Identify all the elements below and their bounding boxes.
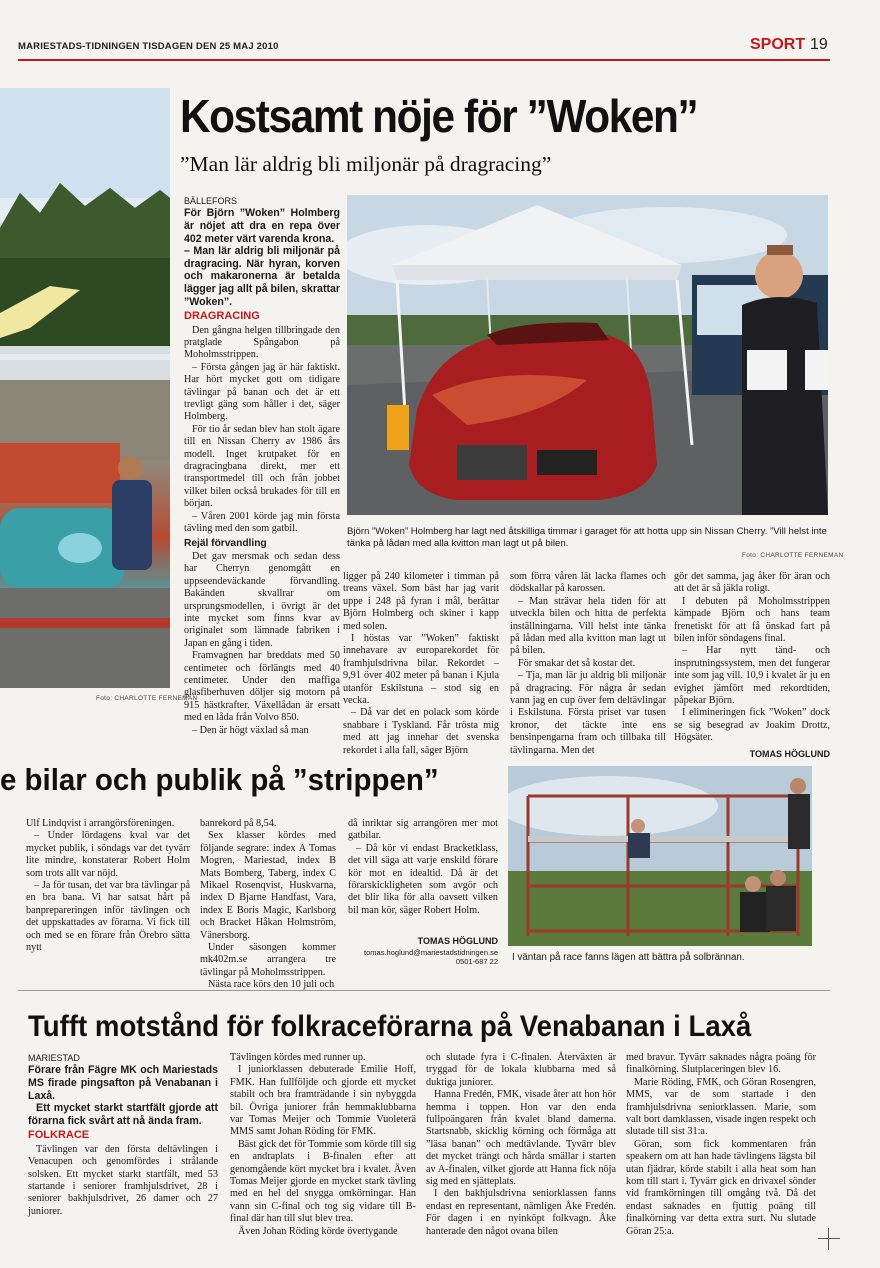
article2-paragraph: – Då kör vi endast Bracketklass, det vill säga att varje enskild förare kör mot en idealtid. Då är det förarskickligheten som avgör och det blir lika för alla oavsett vilken bil man kör, säger Robert Holm. <box>348 842 498 916</box>
article2-photo-caption: I väntan på race fanns lägen att bättra på solbrännan. <box>512 952 745 963</box>
article2-paragraph: banrekord på 8,54. <box>200 818 277 829</box>
article2-email: tomas.hoglund@mariestadstidningen.se <box>364 947 498 957</box>
article1-photo-caption: Björn ”Woken” Holmberg har lagt ned åtskilliga timmar i garaget för att hotta upp sin Nissan Cherry. ”Vill helst inte tänka på lådan med alla kvitton man lagt ut på bilen. <box>347 526 827 549</box>
article3-paragraph: Även Johan Röding körde övertygande <box>238 1225 398 1237</box>
article1-paragraph: ligger på 240 kilometer i timman på treans växel. Som bäst har jag varit uppe i 248 på fyran i mål, berättar Björn Holmberg och skiner i kapp med solen. <box>343 571 499 632</box>
article3-col1 <box>28 1052 218 1218</box>
article3-paragraph: Bäst gick det för Tommie som körde till sig en andraplats i B-finalen efter att genomgående kört mycket bra i kvalet. Även Tomas Meijer gjorde en mycket stark tävling med en hel del snygga omkörningar. Han vann sin C-final och tog sig vidare till B-final där han till slut blev trea. <box>230 1138 416 1225</box>
article3-paragraph: Marie Röding, FMK, och Göran Rosengren, MMS, var de som startade i den framhjulsdrivna seniorklassen. Marie, som valt bort damklassen, visade ingen respekt och slutade till sist 31:a. <box>626 1076 816 1138</box>
article3-paragraph: Tävlingen kördes med runner up. <box>230 1052 366 1063</box>
article2-paragraph: Under säsongen kommer mk402m.se arrangera tre tävlingar på Moholmsstrippen. <box>200 942 336 978</box>
article1-paragraph: – Man strävar hela tiden för att utveckla bilen och hitta de perfekta inställningarna. Vill helst inte tänka på lådan med alla kvitton man lagt ut på bilen. <box>510 595 666 657</box>
article2-col2 <box>200 818 336 992</box>
left-photo-scene <box>0 88 170 688</box>
article1-headline: Kostsamt nöje för ”Woken” <box>180 90 698 142</box>
article2-col1 <box>26 818 190 954</box>
article2-byline: TOMAS HÖGLUND <box>417 936 498 947</box>
article1-kicker: DRAGRACING <box>184 310 260 323</box>
article3-dateline: MARIESTAD <box>28 1053 80 1063</box>
article1-lead: För Björn ”Woken” Holmberg är nöjet att dra en repa över 402 meter värt varenda krona. <box>184 207 340 245</box>
article1-photo-credit: Foto: CHARLOTTE FERNEMAN <box>742 552 844 559</box>
article3-headline: Tufft motstånd för folkraceförarna på Venabanan i Laxå <box>28 1010 752 1043</box>
article2-col3 <box>348 818 498 966</box>
article2-paragraph: – Under lördagens kval var det mycket publik, i söndags var det tyvärr lite mindre, konstaterar Robert Holm som trots allt var nöjd. <box>26 830 190 879</box>
header-rule <box>18 59 830 61</box>
article2-photo-scene <box>508 766 812 946</box>
article1-paragraph: – Har nytt tänd- och insprutningssystem, men det fungerar inte som jag vill. 10,9 i kvalet är ju en evighet jämfört med rekordtiden, påpekar Björn. <box>674 645 830 707</box>
article3-paragraph: med bravur. Tyvärr saknades några poäng för finalkörning. Slutplaceringen blev 16. <box>626 1052 816 1076</box>
article3-col4 <box>626 1052 816 1238</box>
article1-paragraph: För smakar det så kostar det. <box>518 657 636 669</box>
registration-mark-icon <box>818 1228 840 1250</box>
article3-paragraph: Göran, som fick kommentaren från speakern om att han hade tävlingens lägsta bil utan fjädrar, körde stabilt i alla heat som han kom till start i. Tyvärr gick en drivaxel sönder vid framkörningen till omgång två. Då det endast saknades en fjuttig poäng till finalkörning var detta extra surt. Nu slutade Göran 25:a. <box>626 1138 816 1237</box>
article1-paragraph: – Våren 2001 körde jag min första tävling med den som gatbil. <box>184 510 340 535</box>
article1-paragraph: som förra våren lät lacka flames och dödskallar på karossen. <box>510 571 666 595</box>
article2-paragraph: då inriktar sig arrangören mer mot gatbilar. <box>348 818 498 842</box>
article1-photo-scene <box>347 195 828 515</box>
article2-headline: e bilar och publik på ”strippen” <box>0 762 439 797</box>
article1-paragraph: – Då var det en polack som körde snabbare i Tyskland. Får trösta mig med att jag innehar det svenska rekordet i alla fall, säger Björn <box>343 707 499 756</box>
article2-photo <box>508 766 812 946</box>
article3-paragraph: I den bakhjulsdrivna seniorklassen fanns endast en representant, nämligen Åke Fredén. För dagen i en nyinköpt folkvagn. Åke hanterade den något ovana bilen <box>426 1188 616 1237</box>
section-divider <box>18 990 830 991</box>
article1-dateline: BÄLLEFORS <box>184 196 238 206</box>
article3-paragraph: Tävlingen var den första deltävlingen i Venacupen och genomfördes i strålande solsken. Ett mycket starkt startfält, med 53 startande i seniorer framhjulsdrivet, 28 i seniorer bakhjulsdrivet, 26 damer och 27 juniorer. <box>28 1143 218 1217</box>
article1-paragraph: För tio år sedan blev han stolt ägare till en Nissan Cherry av 1986 års modell. Inget krutpaket för en dragracingbana direkt, mer ett transportmedel till och från jobbet vilket bilen också brukades för till en början. <box>184 423 340 510</box>
article3-paragraph: I juniorklassen debuterade Emilie Hoff, FMK. Han fullföljde och gjorde ett mycket stabilt och bra framträdande i sin nybyggda bil. Övriga juniorer från hemmaklubbarna var Tomas Meijer och Tommie Vuoleterä MMS samt Johan Röding för FMK. <box>230 1064 416 1138</box>
left-photo-credit: Foto: CHARLOTTE FERNEMAN <box>96 695 198 702</box>
article1-photo <box>347 195 828 515</box>
article1-lead2: – Man lär aldrig bli miljonär på dragracing. När hyran, korven och makaronerna är betalda lägger jag allt på bilen, skrattar ”Woken”. <box>184 245 341 308</box>
article1-paragraph: I elimineringen fick ”Woken” dock se sig besegrad av Joakim Drottz, Högsäter. <box>674 707 830 744</box>
article3-lead: Förare från Fägre MK och Mariestads MS firade pingsafton på Venabanan i Laxå. <box>28 1064 218 1102</box>
article1-subhead: Rejäl förvandling <box>184 538 267 550</box>
article1-paragraph: – Den är högt växlad så man <box>192 724 309 736</box>
article1-paragraph: gör det samma, jag åker för äran och att det är så jäkla roligt. <box>674 571 830 595</box>
article2-paragraph: Ulf Lindqvist i arrangörsföreningen. <box>26 818 175 829</box>
article2-paragraph: Nästa race körs den 10 juli och <box>208 979 335 991</box>
article1-col1 <box>184 195 340 737</box>
article3-col3 <box>426 1052 616 1238</box>
article3-paragraph: Hanna Fredén, FMK, visade åter att hon hör hemma i toppen. Hon var den enda fullpoängaren från kvalet bland damerna. Startsnabb, skicklig körning och förmåga att ”läsa banan” och medtävlande. Tyvärr blev det mycket trängt och hårda smällar i starten av A-finalen, vilket gjorde att Hanna fick nöja sig med en sjätteplats. <box>426 1089 616 1188</box>
article2-paragraph: Sex klasser kördes med följande segrare: index A Tomas Mogren, Mariestad, index B Mats Bomberg, Taberg, index C Mikael Rosenqvist, Huskvarna, index D Bjarne Handfast, Vara, index E Boris Magic, Karlsborg och Bracket Håkan Holmström, Vänersborg. <box>200 830 336 941</box>
article1-paragraph: – Tja, man lär ju aldrig bli miljonär på dragracing. För några år sedan vann jag en cup över fem deltävlingar i Eskilstuna. Första priset var tusen kronor, det täckte inte ens bensinpengarna fram och tillbaka till tävlingarna. Men det <box>510 670 666 756</box>
article1-paragraph: – Första gången jag är här faktiskt. Har hört mycket gott om tidigare tävlingar på banan och det är ett trevligt gäng som håller i det, säger Holmberg. <box>184 361 340 423</box>
article1-paragraph: Framvagnen har breddats med 50 centimeter och förlängts med 40 centimeter. Under den maffiga glasfiberhuven döljer sig motorn på 915 hästkrafter. Växellådan är ersatt med en låda från Volvo 850. <box>184 650 340 724</box>
article1-col2 <box>343 571 499 757</box>
article1-col3 <box>510 571 666 757</box>
section-label: SPORT <box>750 36 806 53</box>
article3-kicker: FOLKRACE <box>28 1129 90 1142</box>
article3-paragraph: och slutade fyra i C-finalen. Återväxten är tryggad för de lokala klubbarna med så duktiga juniorer. <box>426 1052 616 1088</box>
article1-col4 <box>674 571 830 760</box>
page-number: 19 <box>810 36 828 53</box>
article2-phone: 0501-687 22 <box>455 956 498 966</box>
article1-paragraph: I höstas var ”Woken” faktiskt innehavare av europarekordet för framhjulsdrivna bilar. Rekordet – 9,91 över 402 meter på banan i Kjula utanför Eskilstuna – stod sig en vecka. <box>343 633 499 707</box>
masthead: MARIESTADS-TIDNINGEN TISDAGEN DEN 25 MAJ 2010 <box>18 41 279 52</box>
article2-paragraph: – Ja för tusan, det var bra tävlingar på en bra bana. Vi har satsat hårt på banprepareringen inför tävlingen och det uppskattades av förarna. Vi fick till och med se en förare från Örebro sätta nytt <box>26 880 190 954</box>
article3-col2 <box>230 1052 416 1238</box>
article1-paragraph: I debuten på Moholmsstrippen kämpade Björn och hans team frenetiskt för att få önskad fart på bilen inför söndagens final. <box>674 595 830 645</box>
article1-paragraph: Det gav mersmak och sedan dess har Cherryn genomgått en uppseendeväckande förvandling. Bakänden skvallrar om ursprungsmodellen, i övrigt är det inte mycket som finns kvar av originalet som lämnade fabriken i Japan en gång i tiden. <box>184 550 340 649</box>
article3-lead2: Ett mycket starkt startfält gjorde att förarna fick svårt att nå ända fram. <box>28 1102 218 1127</box>
article1-paragraph: Den gångna helgen tillbringade den pratglade Spångabon på Moholmsstrippen. <box>184 324 340 361</box>
article1-byline: TOMAS HÖGLUND <box>749 748 830 759</box>
left-photo <box>0 88 170 688</box>
article1-subheadline: ”Man lär aldrig bli miljonär på dragracing” <box>180 152 552 176</box>
